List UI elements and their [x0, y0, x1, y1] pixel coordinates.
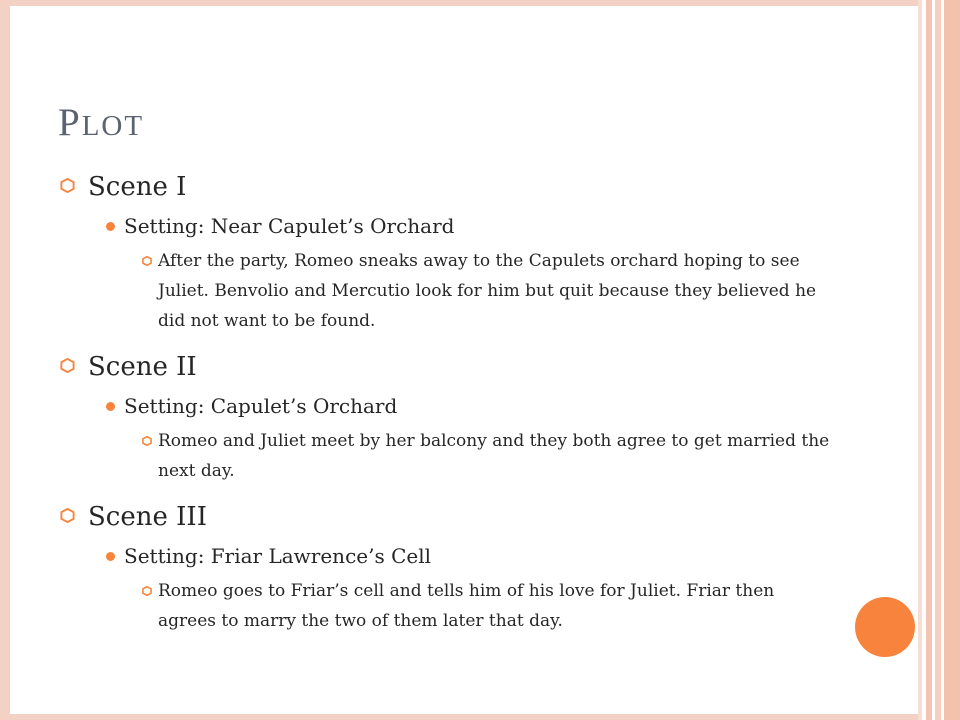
scene-setting: [106, 542, 830, 570]
scene-setting: [106, 212, 830, 240]
hexagon-bullet-icon: [60, 178, 75, 193]
scene-group: [60, 170, 830, 336]
title-rest: LOT: [81, 110, 145, 142]
scene-description: [148, 576, 830, 636]
scene-description-text: After the party, Romeo sneaks away to the Capulets orchard hoping to see Juliet. Benvolio and Mercutio look for him but quit because they believed he did not want to be found.: [158, 251, 817, 331]
frame-left-border: [0, 0, 10, 720]
scene-description: [148, 246, 830, 336]
decorative-circle-icon: [855, 597, 915, 657]
scene-heading: [60, 170, 830, 204]
hexagon-bullet-icon: [142, 586, 152, 596]
scene-heading-text: Scene III: [88, 502, 207, 532]
scene-heading-text: Scene II: [88, 352, 197, 382]
scene-heading-text: Scene I: [88, 172, 187, 202]
scene-setting-text: Setting: Friar Lawrence’s Cell: [124, 544, 432, 568]
hexagon-bullet-icon: [142, 256, 152, 266]
scene-setting-text: Setting: Capulet’s Orchard: [124, 394, 398, 418]
slide-content: [60, 170, 830, 650]
slide-title: [58, 100, 144, 145]
scene-heading: [60, 350, 830, 384]
scene-group: [60, 350, 830, 486]
hexagon-bullet-icon: [60, 358, 75, 373]
scene-setting: [106, 392, 830, 420]
decorative-stripes: [918, 0, 960, 720]
scene-description-text: Romeo goes to Friar’s cell and tells him of his love for Juliet. Friar then agrees to marry the two of them later that day.: [158, 581, 775, 631]
hexagon-bullet-icon: [142, 436, 152, 446]
frame-top-border: [0, 0, 920, 6]
scene-setting-text: Setting: Near Capulet’s Orchard: [124, 214, 455, 238]
dot-bullet-icon: [106, 552, 115, 561]
hexagon-bullet-icon: [60, 508, 75, 523]
dot-bullet-icon: [106, 402, 115, 411]
scene-heading: [60, 500, 830, 534]
title-first-letter: P: [58, 101, 82, 144]
scene-description: [148, 426, 830, 486]
scene-description-text: Romeo and Juliet meet by her balcony and they both agree to get married the next day.: [158, 431, 830, 481]
dot-bullet-icon: [106, 222, 115, 231]
scene-group: [60, 500, 830, 636]
frame-bottom-border: [0, 714, 920, 720]
